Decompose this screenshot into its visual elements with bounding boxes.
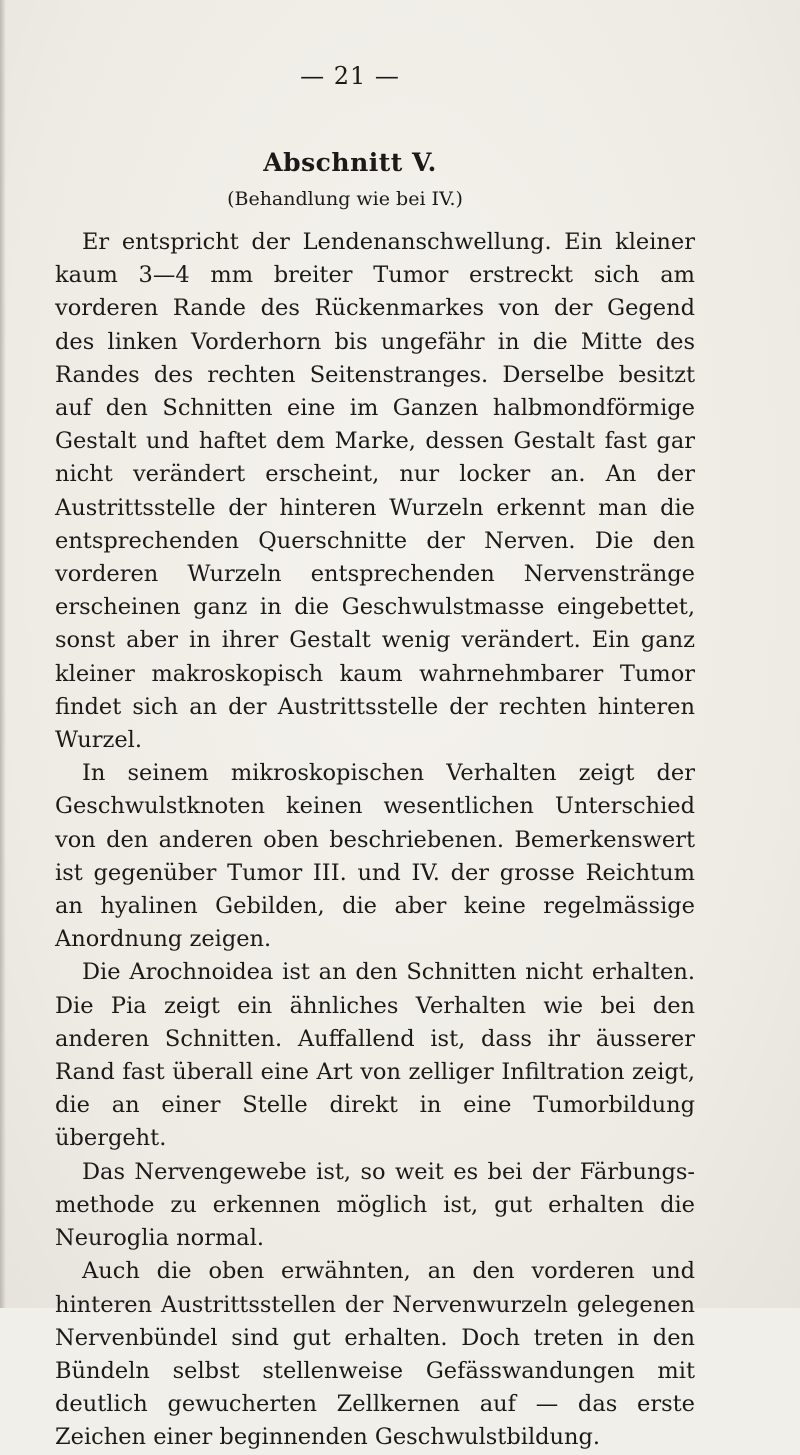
paragraph: Er entspricht der Lendenanschwellung. Ein kleiner kaum 3—4 mm breiter Tumor erstreckt sich am vorderen Rande des Rückenmarkes von der Gegend des linken Vorderhorn bis ungefähr in die Mitte des Randes des rechten Seitenstranges. Derselbe besitzt auf den Schnitten eine im Ganzen halbmondförmige Gestalt und haftet dem Marke, dessen Gestalt fast gar nicht verändert erscheint, nur locker an. An der Austrittsstelle der hinteren Wurzeln erkennt man die entsprechenden Querschnitte der Nerven. Die den vorderen Wurzeln entsprechenden Nervenstränge erscheinen ganz in die Geschwulstmasse eingebettet, sonst aber in ihrer Gestalt wenig verändert. Ein ganz kleiner makroskopisch kaum wahrnehmbarer Tumor findet sich an der Austrittsstelle der rechten hinteren Wurzel.: [55, 229, 695, 754]
body-text: [55, 226, 695, 1455]
section-subtitle: (Behandlung wie bei IV.): [227, 188, 463, 210]
page-number: — 21 —: [300, 62, 400, 90]
section-title: Abschnitt V.: [263, 148, 437, 177]
paragraph: In seinem mikroskopischen Verhalten zeigt der Geschwulstknoten keinen wesentlichen Unterschied von den anderen oben beschriebenen. Bemerkenswert ist gegenüber Tumor III. und IV. der grosse Reichtum an hyalinen Gebilden, die aber keine regelmässige Anordnung zeigen.: [55, 760, 695, 953]
paragraph: Die Arochnoidea ist an den Schnitten nicht erhalten. Die Pia zeigt ein ähnliches Verhalten wie bei den anderen Schnitten. Auffallend ist, dass ihr äusserer Rand fast überall eine Art von zelliger Infiltration zeigt, die an einer Stelle direkt in eine Tumorbildung übergeht.: [55, 959, 695, 1152]
paragraph: Das Nervengewebe ist, so weit es bei der Färbungsmethode zu erkennen möglich ist, gut erhalten die Neuroglia normal.: [55, 1158, 695, 1252]
paragraph: Auch die oben erwähnten, an den vorderen und hinteren Austrittsstellen der Nervenwurzeln gelegenen Nervenbündel sind gut erhalten. Doch treten in den Bündeln selbst stellenweise Gefässwandungen mit deutlich gewucherten Zellkernen auf — das erste Zeichen einer beginnenden Geschwulstbildung.: [55, 1258, 695, 1451]
